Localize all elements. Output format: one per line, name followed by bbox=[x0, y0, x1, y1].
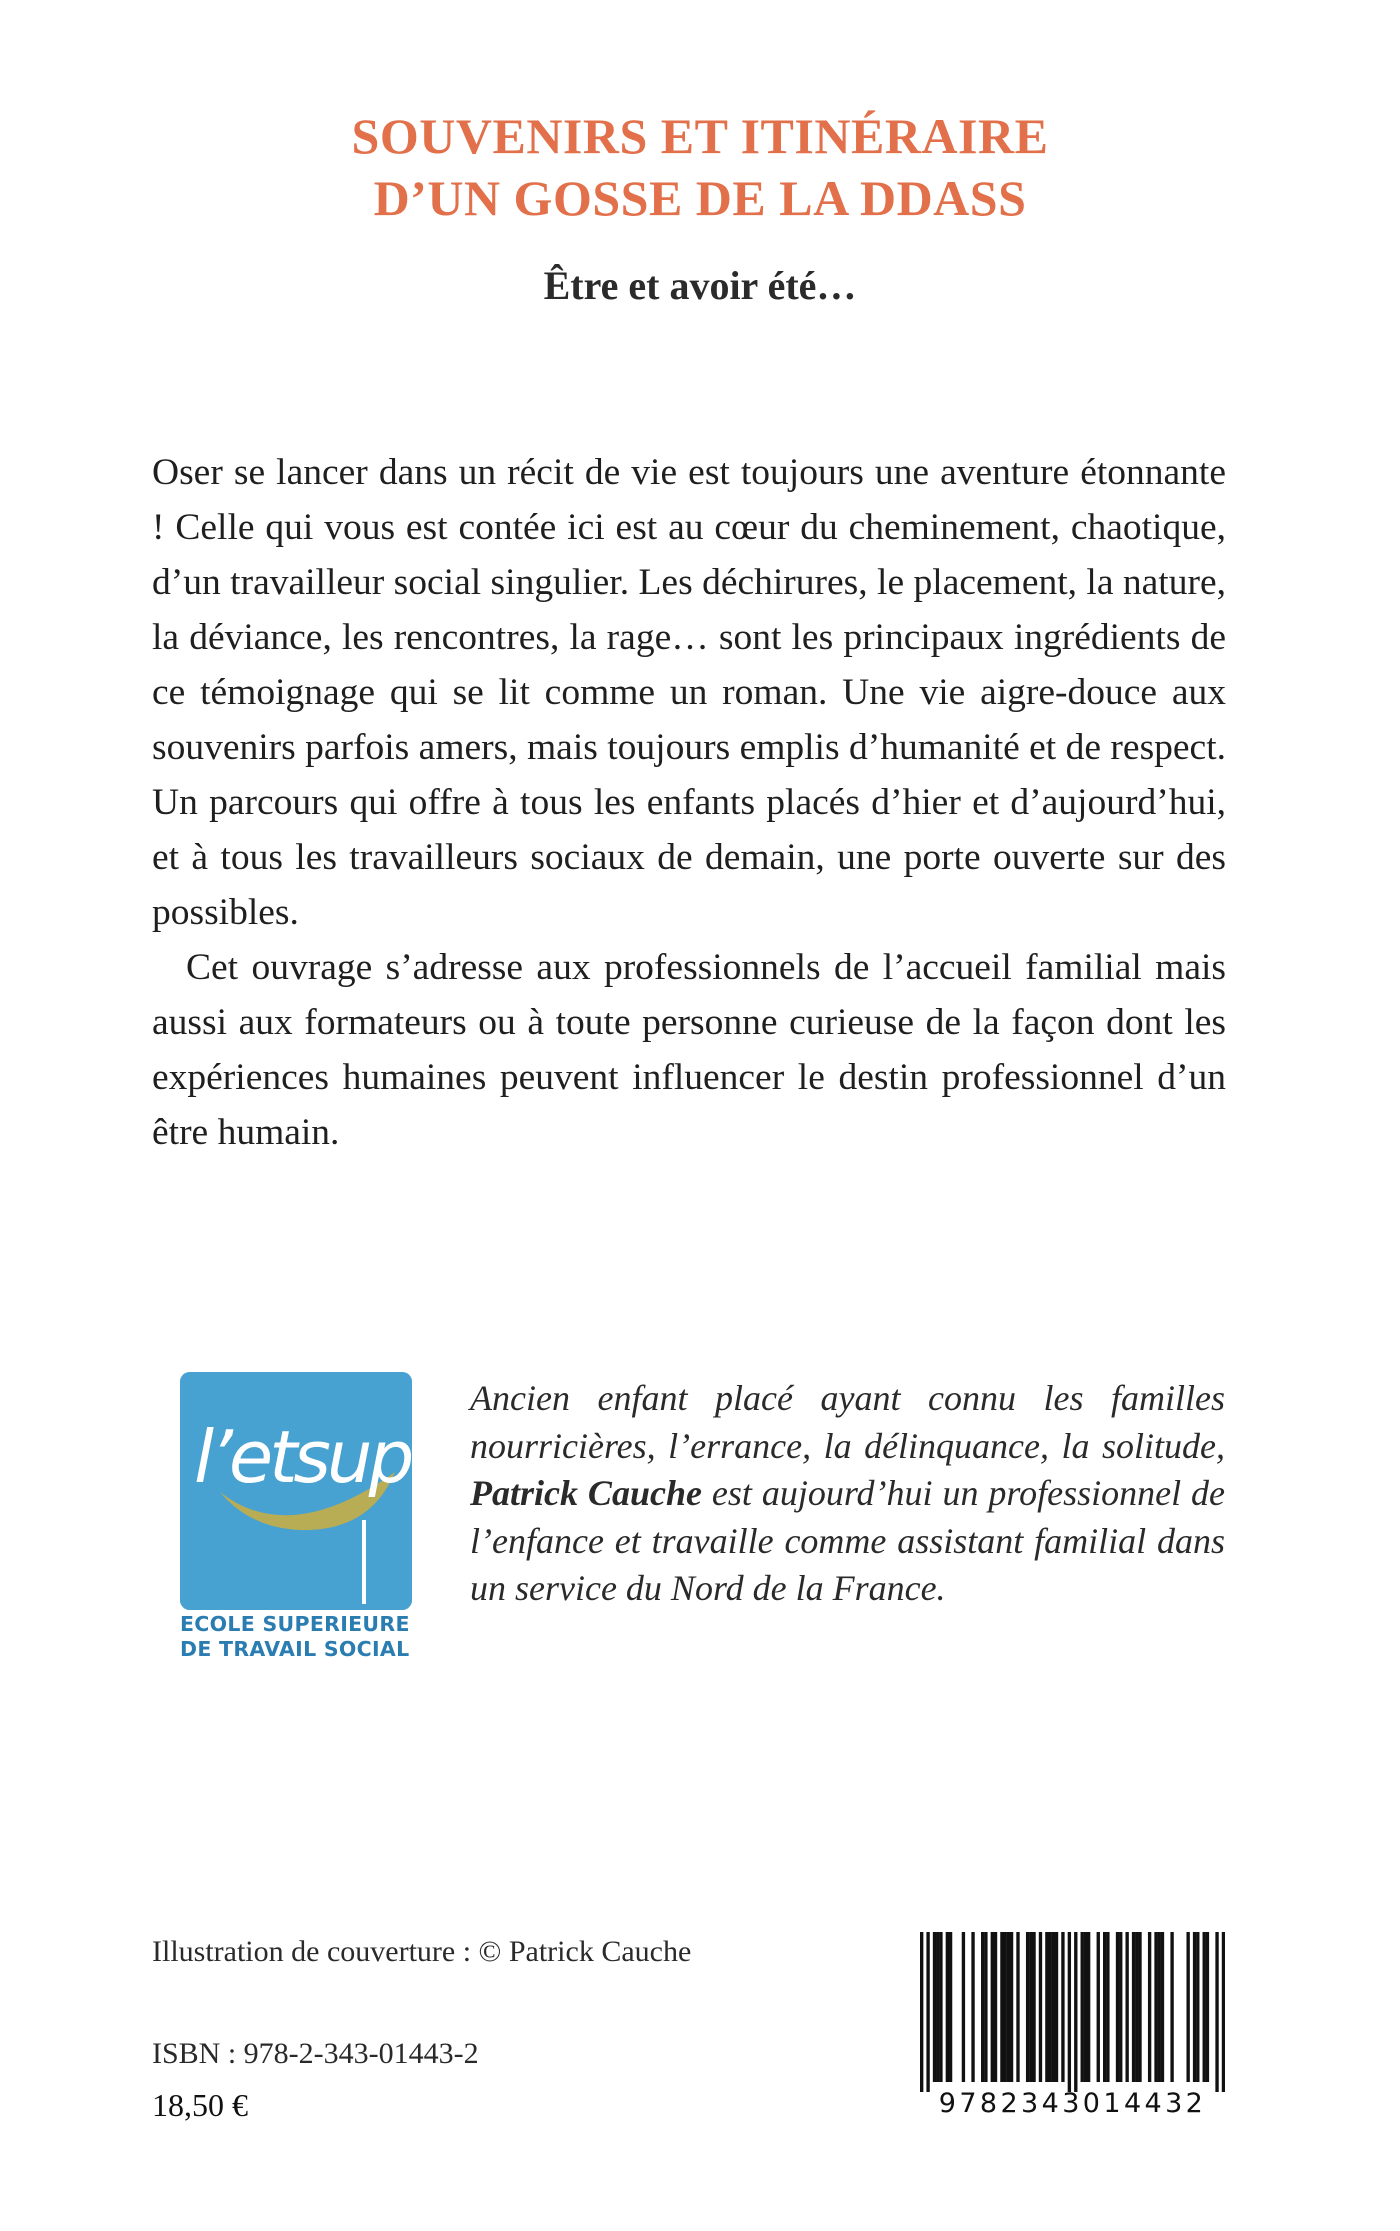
barcode-bar bbox=[1026, 1932, 1029, 2082]
barcode-bar bbox=[1048, 1932, 1051, 2082]
barcode-bar bbox=[991, 1932, 994, 2082]
blurb-paragraph-1: Oser se lancer dans un récit de vie est toujours une aventure étonnante ! Celle qui vous est contée ici est au cœur du cheminement, chaotique, d’un travailleur social singulier. Les déchirures, le placement, la nature, la déviance, les rencontres, la rage… sont les principaux ingrédients de ce témoignage qui se lit comme un roman. Une vie aigre-douce aux souvenirs parfois amers, mais toujours emplis d’humanité et de respect. Un parcours qui offre à tous les enfants placés d’hier et d’aujourd’hui, et à tous les travailleurs sociaux de demain, une porte ouverte sur des possibles. bbox=[152, 452, 1226, 933]
barcode-digits: 9782343014432 bbox=[938, 2088, 1207, 2119]
barcode-bar bbox=[1007, 1932, 1010, 2082]
barcode-bar bbox=[1119, 1932, 1122, 2082]
barcode-bar bbox=[1003, 1932, 1006, 2082]
barcode-bar bbox=[1206, 1932, 1209, 2082]
etsup-wordmark: l’etsup bbox=[194, 1415, 411, 1499]
barcode-bar bbox=[1087, 1932, 1090, 2082]
book-title-line-1: SOUVENIRS ET ITINÉRAIRE bbox=[351, 108, 1049, 164]
barcode-bar bbox=[1052, 1932, 1055, 2082]
barcode-bar bbox=[1161, 1932, 1164, 2082]
barcode-bar bbox=[1074, 1932, 1077, 2092]
author-bio-intro: Ancien enfant placé ayant connu les familles nourricières, l’errance, la délinquance, la solitude, bbox=[470, 1378, 1225, 1466]
barcode-bar bbox=[1081, 1932, 1084, 2082]
barcode-bar bbox=[1196, 1932, 1199, 2082]
barcode-bar bbox=[1132, 1932, 1135, 2082]
barcode-bar bbox=[981, 1932, 984, 2082]
barcode-bar bbox=[1138, 1932, 1141, 2082]
barcode-bar bbox=[926, 1932, 929, 2092]
barcode-bar bbox=[1039, 1932, 1042, 2082]
blurb-paragraph-2: Cet ouvrage s’adresse aux professionnels de l’accueil familial mais aussi aux formateurs ou à toute personne curieuse de la façon dont les expériences humaines peuvent influencer le destin professionnel d’un être humain. bbox=[152, 947, 1226, 1153]
barcode-bar bbox=[1158, 1932, 1161, 2082]
price-text: 18,50 € bbox=[152, 2087, 248, 2123]
barcode-bar bbox=[971, 1932, 974, 2082]
author-name: Patrick Cauche bbox=[470, 1473, 702, 1513]
barcode-bar bbox=[1000, 1932, 1003, 2082]
book-subtitle: Être et avoir été… bbox=[543, 263, 857, 308]
barcode-bar bbox=[1029, 1932, 1032, 2082]
barcode-bar bbox=[939, 1932, 942, 2082]
barcode-bar bbox=[1106, 1932, 1109, 2082]
barcode-bar bbox=[1045, 1932, 1048, 2082]
barcode-bar bbox=[1186, 1932, 1189, 2082]
logo-caption bbox=[180, 1612, 412, 1662]
barcode-bar bbox=[994, 1932, 997, 2082]
barcode-icon bbox=[920, 1930, 1225, 2095]
barcode-bar bbox=[1170, 1932, 1173, 2082]
illustration-credit: Illustration de couverture : © Patrick Cauche bbox=[152, 1935, 692, 1968]
barcode-bar bbox=[1068, 1932, 1071, 2092]
barcode bbox=[920, 1930, 1225, 2095]
barcode-bar bbox=[1135, 1932, 1138, 2082]
barcode-bar bbox=[936, 1932, 939, 2082]
barcode-bar bbox=[933, 1932, 936, 2082]
barcode-bar bbox=[1148, 1932, 1151, 2082]
blurb bbox=[152, 445, 1226, 1160]
barcode-bar bbox=[1193, 1932, 1196, 2082]
book-title bbox=[0, 105, 1400, 229]
author-bio bbox=[470, 1375, 1225, 1613]
barcode-bar bbox=[946, 1932, 949, 2082]
author-bio-rest: est aujourd’hui un professionnel de l’enfance et travaille comme assistant familial dans un service du Nord de la France. bbox=[470, 1473, 1225, 1608]
barcode-bar bbox=[1203, 1932, 1206, 2082]
barcode-bar bbox=[1215, 1932, 1218, 2092]
barcode-bar bbox=[1103, 1932, 1106, 2082]
barcode-bar bbox=[962, 1932, 965, 2082]
barcode-bar bbox=[1097, 1932, 1100, 2082]
isbn-text: ISBN : 978-2-343-01443-2 bbox=[152, 2037, 479, 2070]
etsup-logo-mark-icon bbox=[180, 1372, 412, 1610]
barcode-bar bbox=[1032, 1932, 1035, 2082]
barcode-bar bbox=[1055, 1932, 1058, 2082]
etsup-logo bbox=[180, 1372, 412, 1610]
barcode-bar bbox=[1084, 1932, 1087, 2082]
barcode-bar bbox=[920, 1932, 923, 2092]
barcode-bar bbox=[1222, 1932, 1225, 2092]
book-title-line-2: D’UN GOSSE DE LA DDASS bbox=[373, 170, 1027, 226]
logo-caption-line-1: ECOLE SUPERIEURE bbox=[180, 1612, 410, 1636]
barcode-bar bbox=[984, 1932, 987, 2082]
barcode-bar bbox=[949, 1932, 952, 2082]
barcode-bar bbox=[1010, 1932, 1013, 2082]
barcode-bar bbox=[1154, 1932, 1157, 2082]
logo-caption-line-2: DE TRAVAIL SOCIAL bbox=[180, 1637, 410, 1661]
barcode-bar bbox=[1116, 1932, 1119, 2082]
barcode-bar bbox=[1016, 1932, 1019, 2082]
barcode-bar bbox=[1125, 1932, 1128, 2082]
barcode-bar bbox=[1061, 1932, 1064, 2082]
